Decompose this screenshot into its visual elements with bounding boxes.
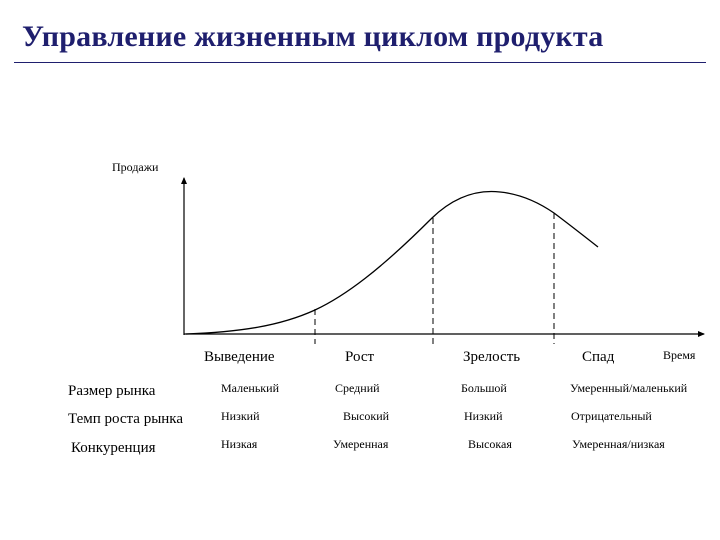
cell-market-size-maturity: Большой	[461, 381, 507, 395]
cell-competition-decline: Умеренная/низкая	[572, 437, 665, 451]
cell-competition-growth: Умеренная	[333, 437, 389, 451]
cell-market-growth-growth: Высокий	[343, 409, 390, 423]
row-label-market-size: Размер рынка	[68, 383, 156, 399]
cell-market-growth-decline: Отрицательный	[571, 409, 652, 423]
cell-market-size-introduction: Маленький	[221, 381, 279, 395]
row-label-competition: Конкуренция	[71, 440, 156, 456]
cell-market-size-growth: Средний	[335, 381, 380, 395]
stage-maturity: Зрелость	[463, 349, 521, 365]
cell-market-growth-introduction: Низкий	[221, 409, 260, 423]
sales-curve	[186, 191, 598, 334]
cell-market-growth-maturity: Низкий	[464, 409, 503, 423]
stage-growth: Рост	[345, 349, 375, 365]
cell-market-size-decline: Умеренный/маленький	[570, 381, 688, 395]
stage-introduction: Выведение	[204, 349, 275, 365]
cell-competition-maturity: Высокая	[468, 437, 512, 451]
x-axis-label: Время	[663, 348, 696, 362]
y-axis-label: Продажи	[112, 160, 159, 174]
stage-decline: Спад	[582, 349, 615, 365]
cell-competition-introduction: Низкая	[221, 437, 258, 451]
row-label-market-growth: Темп роста рынка	[68, 411, 184, 427]
page-title: Управление жизненным циклом продукта	[22, 20, 604, 53]
